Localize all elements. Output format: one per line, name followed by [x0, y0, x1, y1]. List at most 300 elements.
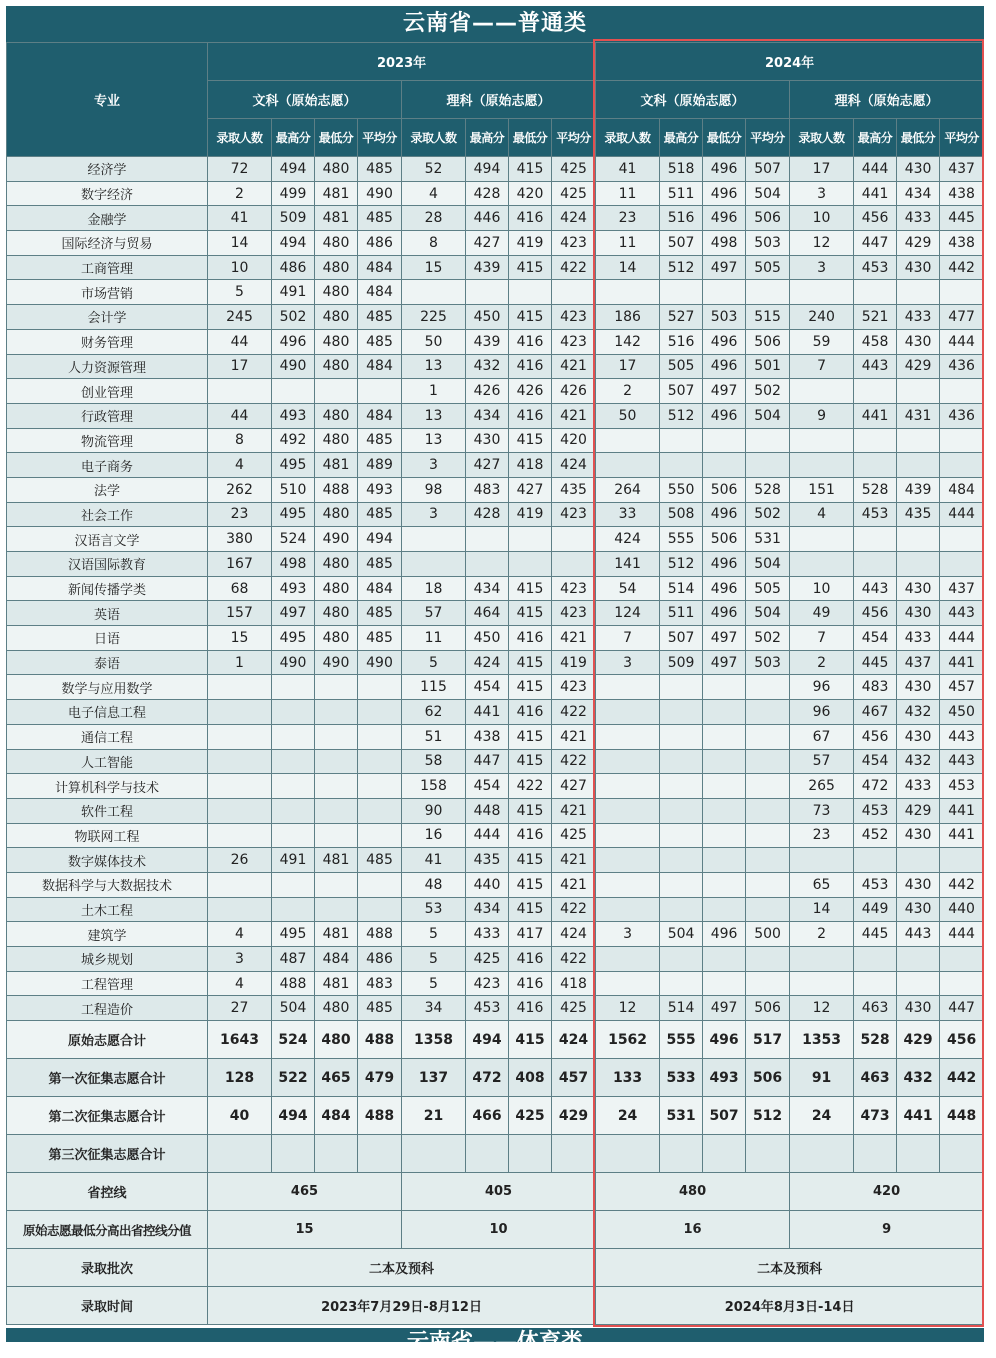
score-cell: 510 — [272, 477, 315, 502]
score-cell: 424 — [552, 922, 596, 947]
score-cell — [790, 527, 854, 552]
score-cell: 421 — [552, 626, 596, 651]
score-cell: 67 — [790, 724, 854, 749]
score-cell: 4 — [208, 453, 272, 478]
score-cell: 415 — [509, 157, 552, 182]
major-name: 法学 — [7, 477, 208, 502]
score-cell: 515 — [746, 305, 790, 330]
score-cell — [746, 848, 790, 873]
score-cell — [272, 700, 315, 725]
score-cell: 531 — [746, 527, 790, 552]
score-cell: 429 — [897, 231, 940, 256]
score-cell: 425 — [552, 823, 596, 848]
score-cell: 452 — [854, 823, 897, 848]
score-cell: 458 — [854, 329, 897, 354]
score-cell: 441 — [897, 1097, 940, 1135]
score-cell: 472 — [854, 774, 897, 799]
score-cell: 479 — [358, 1059, 402, 1097]
score-cell: 486 — [358, 231, 402, 256]
score-cell: 429 — [897, 798, 940, 823]
score-cell: 555 — [660, 1021, 703, 1059]
table-row — [7, 848, 984, 873]
score-cell — [358, 774, 402, 799]
score-cell: 498 — [703, 231, 746, 256]
score-cell — [703, 1135, 746, 1173]
score-cell: 524 — [272, 1021, 315, 1059]
score-cell: 480 — [315, 329, 358, 354]
score-cell: 50 — [402, 329, 466, 354]
score-cell: 13 — [402, 354, 466, 379]
score-cell: 23 — [208, 502, 272, 527]
score-cell: 488 — [315, 477, 358, 502]
score-cell: 484 — [315, 947, 358, 972]
table-row — [7, 823, 984, 848]
score-cell: 480 — [315, 502, 358, 527]
score-cell: 481 — [315, 181, 358, 206]
above-line-value: 9 — [790, 1211, 984, 1249]
score-cell — [703, 749, 746, 774]
score-cell: 465 — [315, 1059, 358, 1097]
score-cell: 264 — [596, 477, 660, 502]
score-cell — [402, 552, 466, 577]
score-cell: 457 — [940, 675, 984, 700]
control-line-value: 465 — [208, 1173, 402, 1211]
score-cell: 429 — [897, 1021, 940, 1059]
score-cell: 133 — [596, 1059, 660, 1097]
score-cell: 186 — [596, 305, 660, 330]
score-cell: 430 — [897, 897, 940, 922]
group-header: 文科（原始志愿） — [208, 81, 402, 119]
score-cell: 419 — [552, 650, 596, 675]
score-cell: 421 — [552, 724, 596, 749]
score-cell: 506 — [746, 329, 790, 354]
score-cell: 453 — [854, 872, 897, 897]
score-cell: 490 — [315, 527, 358, 552]
score-cell: 486 — [358, 947, 402, 972]
sub-header: 最高分 — [854, 119, 897, 157]
score-cell: 5 — [208, 280, 272, 305]
score-cell: 11 — [596, 231, 660, 256]
sub-header: 平均分 — [552, 119, 596, 157]
table-row — [7, 922, 984, 947]
score-cell: 415 — [509, 798, 552, 823]
sub-header: 最高分 — [466, 119, 509, 157]
score-cell: 443 — [854, 576, 897, 601]
score-cell: 426 — [552, 379, 596, 404]
score-cell: 444 — [940, 626, 984, 651]
score-cell: 3 — [596, 922, 660, 947]
major-name: 第三次征集志愿合计 — [7, 1135, 208, 1173]
score-cell: 11 — [596, 181, 660, 206]
score-cell: 480 — [315, 255, 358, 280]
score-cell: 507 — [660, 379, 703, 404]
total-row — [7, 1059, 984, 1097]
score-cell: 480 — [315, 996, 358, 1021]
major-name: 经济学 — [7, 157, 208, 182]
score-cell: 498 — [272, 552, 315, 577]
score-cell: 141 — [596, 552, 660, 577]
score-cell — [660, 1135, 703, 1173]
score-cell: 453 — [940, 774, 984, 799]
score-cell: 450 — [466, 305, 509, 330]
score-cell — [315, 774, 358, 799]
score-cell — [660, 675, 703, 700]
score-cell: 7 — [596, 626, 660, 651]
score-cell: 491 — [272, 280, 315, 305]
score-cell: 423 — [552, 675, 596, 700]
major-name: 人力资源管理 — [7, 354, 208, 379]
score-cell: 445 — [854, 650, 897, 675]
table-row — [7, 724, 984, 749]
table-row — [7, 774, 984, 799]
score-cell: 441 — [940, 650, 984, 675]
score-cell — [509, 1135, 552, 1173]
score-cell: 53 — [402, 897, 466, 922]
score-cell: 514 — [660, 996, 703, 1021]
score-cell: 15 — [208, 626, 272, 651]
score-cell: 501 — [746, 354, 790, 379]
score-cell — [660, 428, 703, 453]
score-cell — [746, 749, 790, 774]
score-cell — [596, 724, 660, 749]
major-name: 工商管理 — [7, 255, 208, 280]
score-cell: 453 — [854, 255, 897, 280]
score-cell: 422 — [552, 700, 596, 725]
score-cell: 505 — [746, 576, 790, 601]
score-cell: 509 — [272, 206, 315, 231]
sub-header: 录取人数 — [208, 119, 272, 157]
score-cell — [746, 774, 790, 799]
score-cell — [790, 453, 854, 478]
major-name: 建筑学 — [7, 922, 208, 947]
score-cell: 484 — [358, 354, 402, 379]
control-line-label: 省控线 — [7, 1173, 208, 1211]
score-cell: 494 — [358, 527, 402, 552]
score-cell: 13 — [402, 403, 466, 428]
score-cell — [272, 379, 315, 404]
year-header-2023: 2023年 — [208, 43, 596, 81]
score-cell: 421 — [552, 354, 596, 379]
score-cell — [854, 379, 897, 404]
score-cell: 245 — [208, 305, 272, 330]
score-cell: 28 — [402, 206, 466, 231]
score-cell: 421 — [552, 403, 596, 428]
score-cell: 443 — [854, 354, 897, 379]
score-cell: 421 — [552, 848, 596, 873]
score-cell: 416 — [509, 823, 552, 848]
score-cell — [358, 872, 402, 897]
score-cell: 424 — [466, 650, 509, 675]
table-row — [7, 996, 984, 1021]
score-cell — [897, 947, 940, 972]
table-row — [7, 379, 984, 404]
major-name: 社会工作 — [7, 502, 208, 527]
major-name: 物联网工程 — [7, 823, 208, 848]
score-cell: 262 — [208, 477, 272, 502]
sub-header: 平均分 — [940, 119, 984, 157]
score-cell: 415 — [509, 1021, 552, 1059]
score-cell: 4 — [208, 971, 272, 996]
score-cell: 442 — [940, 872, 984, 897]
score-cell: 464 — [466, 601, 509, 626]
score-cell: 5 — [402, 650, 466, 675]
score-cell: 415 — [509, 255, 552, 280]
score-cell — [358, 379, 402, 404]
score-cell — [208, 700, 272, 725]
score-cell: 44 — [208, 403, 272, 428]
score-cell: 13 — [402, 428, 466, 453]
major-name: 计算机科学与技术 — [7, 774, 208, 799]
score-cell: 466 — [466, 1097, 509, 1135]
score-cell: 142 — [596, 329, 660, 354]
score-cell: 157 — [208, 601, 272, 626]
score-cell — [358, 724, 402, 749]
score-cell: 417 — [509, 922, 552, 947]
score-cell — [897, 280, 940, 305]
score-cell: 467 — [854, 700, 897, 725]
score-cell — [660, 823, 703, 848]
score-cell: 434 — [466, 576, 509, 601]
score-cell: 425 — [466, 947, 509, 972]
score-cell — [940, 848, 984, 873]
score-cell: 485 — [358, 848, 402, 873]
score-cell: 507 — [746, 157, 790, 182]
score-cell: 424 — [552, 206, 596, 231]
major-name: 数字媒体技术 — [7, 848, 208, 873]
sub-header: 最高分 — [272, 119, 315, 157]
score-cell: 445 — [940, 206, 984, 231]
score-cell: 50 — [596, 403, 660, 428]
score-cell: 425 — [552, 996, 596, 1021]
score-cell: 506 — [746, 996, 790, 1021]
score-cell — [746, 823, 790, 848]
score-cell: 425 — [552, 181, 596, 206]
admission-score-sheet — [6, 6, 984, 1325]
score-cell: 415 — [509, 724, 552, 749]
score-cell: 423 — [552, 502, 596, 527]
score-cell: 497 — [703, 626, 746, 651]
score-cell — [315, 379, 358, 404]
score-cell — [790, 280, 854, 305]
score-cell — [703, 897, 746, 922]
score-cell: 512 — [660, 403, 703, 428]
score-cell: 435 — [466, 848, 509, 873]
control-line-value: 420 — [790, 1173, 984, 1211]
score-cell: 416 — [509, 206, 552, 231]
score-cell: 427 — [466, 231, 509, 256]
score-cell: 503 — [703, 305, 746, 330]
score-cell: 439 — [897, 477, 940, 502]
score-cell: 17 — [596, 354, 660, 379]
table-row — [7, 749, 984, 774]
score-cell: 423 — [552, 329, 596, 354]
score-cell: 3 — [402, 502, 466, 527]
score-cell — [940, 280, 984, 305]
sub-header: 录取人数 — [790, 119, 854, 157]
major-name: 日语 — [7, 626, 208, 651]
score-cell: 415 — [509, 305, 552, 330]
score-cell: 504 — [272, 996, 315, 1021]
score-cell: 438 — [466, 724, 509, 749]
score-cell — [315, 798, 358, 823]
table-row — [7, 971, 984, 996]
score-cell — [596, 872, 660, 897]
score-cell: 423 — [552, 601, 596, 626]
score-cell: 12 — [790, 231, 854, 256]
score-cell: 128 — [208, 1059, 272, 1097]
score-cell — [746, 428, 790, 453]
score-cell: 3 — [208, 947, 272, 972]
score-cell: 496 — [703, 576, 746, 601]
score-cell: 14 — [790, 897, 854, 922]
score-cell: 16 — [402, 823, 466, 848]
score-cell: 419 — [509, 231, 552, 256]
score-cell — [552, 527, 596, 552]
score-cell: 480 — [315, 403, 358, 428]
control-line-value: 405 — [402, 1173, 596, 1211]
score-cell: 512 — [660, 255, 703, 280]
score-cell: 423 — [552, 231, 596, 256]
score-cell: 426 — [466, 379, 509, 404]
score-cell — [509, 527, 552, 552]
score-cell — [940, 971, 984, 996]
major-name: 泰语 — [7, 650, 208, 675]
score-cell — [746, 947, 790, 972]
score-cell — [315, 675, 358, 700]
table-row — [7, 354, 984, 379]
score-cell: 443 — [940, 601, 984, 626]
score-cell: 444 — [854, 157, 897, 182]
score-cell — [897, 428, 940, 453]
score-cell — [660, 700, 703, 725]
score-cell — [208, 724, 272, 749]
score-cell — [552, 1135, 596, 1173]
score-cell — [509, 552, 552, 577]
score-cell: 496 — [703, 354, 746, 379]
score-cell: 463 — [854, 996, 897, 1021]
score-cell: 10 — [790, 576, 854, 601]
score-cell: 447 — [854, 231, 897, 256]
above-line-value: 16 — [596, 1211, 790, 1249]
score-cell — [552, 280, 596, 305]
score-cell: 12 — [596, 996, 660, 1021]
sub-header: 平均分 — [746, 119, 790, 157]
score-cell — [897, 527, 940, 552]
score-cell: 495 — [272, 922, 315, 947]
score-cell — [596, 823, 660, 848]
score-cell: 483 — [854, 675, 897, 700]
score-cell — [790, 848, 854, 873]
score-cell: 3 — [402, 453, 466, 478]
score-cell: 91 — [790, 1059, 854, 1097]
score-cell — [790, 379, 854, 404]
score-cell: 496 — [703, 502, 746, 527]
score-cell — [940, 947, 984, 972]
score-cell: 415 — [509, 749, 552, 774]
score-cell: 494 — [272, 231, 315, 256]
score-cell — [660, 453, 703, 478]
score-cell: 504 — [746, 403, 790, 428]
score-cell: 480 — [315, 280, 358, 305]
score-cell: 416 — [509, 329, 552, 354]
score-table — [6, 42, 984, 1325]
score-cell — [854, 428, 897, 453]
score-cell: 453 — [854, 798, 897, 823]
score-cell: 427 — [552, 774, 596, 799]
score-cell: 485 — [358, 626, 402, 651]
score-cell — [272, 897, 315, 922]
score-cell: 430 — [897, 329, 940, 354]
score-cell — [315, 700, 358, 725]
score-cell: 481 — [315, 453, 358, 478]
score-cell — [272, 724, 315, 749]
score-cell: 528 — [746, 477, 790, 502]
score-cell: 450 — [940, 700, 984, 725]
score-cell: 472 — [466, 1059, 509, 1097]
score-cell: 480 — [315, 601, 358, 626]
score-cell — [790, 1135, 854, 1173]
score-cell: 430 — [897, 576, 940, 601]
score-cell: 449 — [854, 897, 897, 922]
table-row — [7, 206, 984, 231]
score-cell — [940, 428, 984, 453]
score-cell — [790, 971, 854, 996]
score-cell — [897, 453, 940, 478]
score-cell: 8 — [208, 428, 272, 453]
table-row — [7, 231, 984, 256]
score-cell: 436 — [940, 403, 984, 428]
score-cell — [315, 823, 358, 848]
score-cell: 18 — [402, 576, 466, 601]
score-cell — [596, 1135, 660, 1173]
score-cell: 497 — [703, 650, 746, 675]
score-cell: 507 — [660, 626, 703, 651]
score-cell: 528 — [854, 1021, 897, 1059]
score-cell: 437 — [897, 650, 940, 675]
score-cell: 505 — [660, 354, 703, 379]
total-row — [7, 1135, 984, 1173]
score-cell: 496 — [703, 552, 746, 577]
major-name: 城乡规划 — [7, 947, 208, 972]
score-cell — [746, 872, 790, 897]
score-cell: 441 — [940, 798, 984, 823]
score-cell: 454 — [466, 675, 509, 700]
score-cell — [596, 749, 660, 774]
score-cell: 10 — [208, 255, 272, 280]
score-cell: 424 — [596, 527, 660, 552]
score-cell — [703, 947, 746, 972]
score-cell — [596, 700, 660, 725]
major-name: 英语 — [7, 601, 208, 626]
score-cell: 506 — [746, 206, 790, 231]
score-cell: 416 — [509, 971, 552, 996]
table-row — [7, 897, 984, 922]
score-cell: 496 — [703, 329, 746, 354]
score-cell: 430 — [897, 872, 940, 897]
score-cell — [940, 527, 984, 552]
score-cell — [208, 798, 272, 823]
score-cell: 151 — [790, 477, 854, 502]
year-header-2024: 2024年 — [596, 43, 984, 81]
major-name: 会计学 — [7, 305, 208, 330]
score-cell: 496 — [703, 157, 746, 182]
score-cell — [703, 971, 746, 996]
score-cell: 506 — [703, 527, 746, 552]
score-cell: 419 — [509, 502, 552, 527]
score-cell: 416 — [509, 354, 552, 379]
score-cell: 428 — [466, 181, 509, 206]
score-cell: 433 — [897, 774, 940, 799]
